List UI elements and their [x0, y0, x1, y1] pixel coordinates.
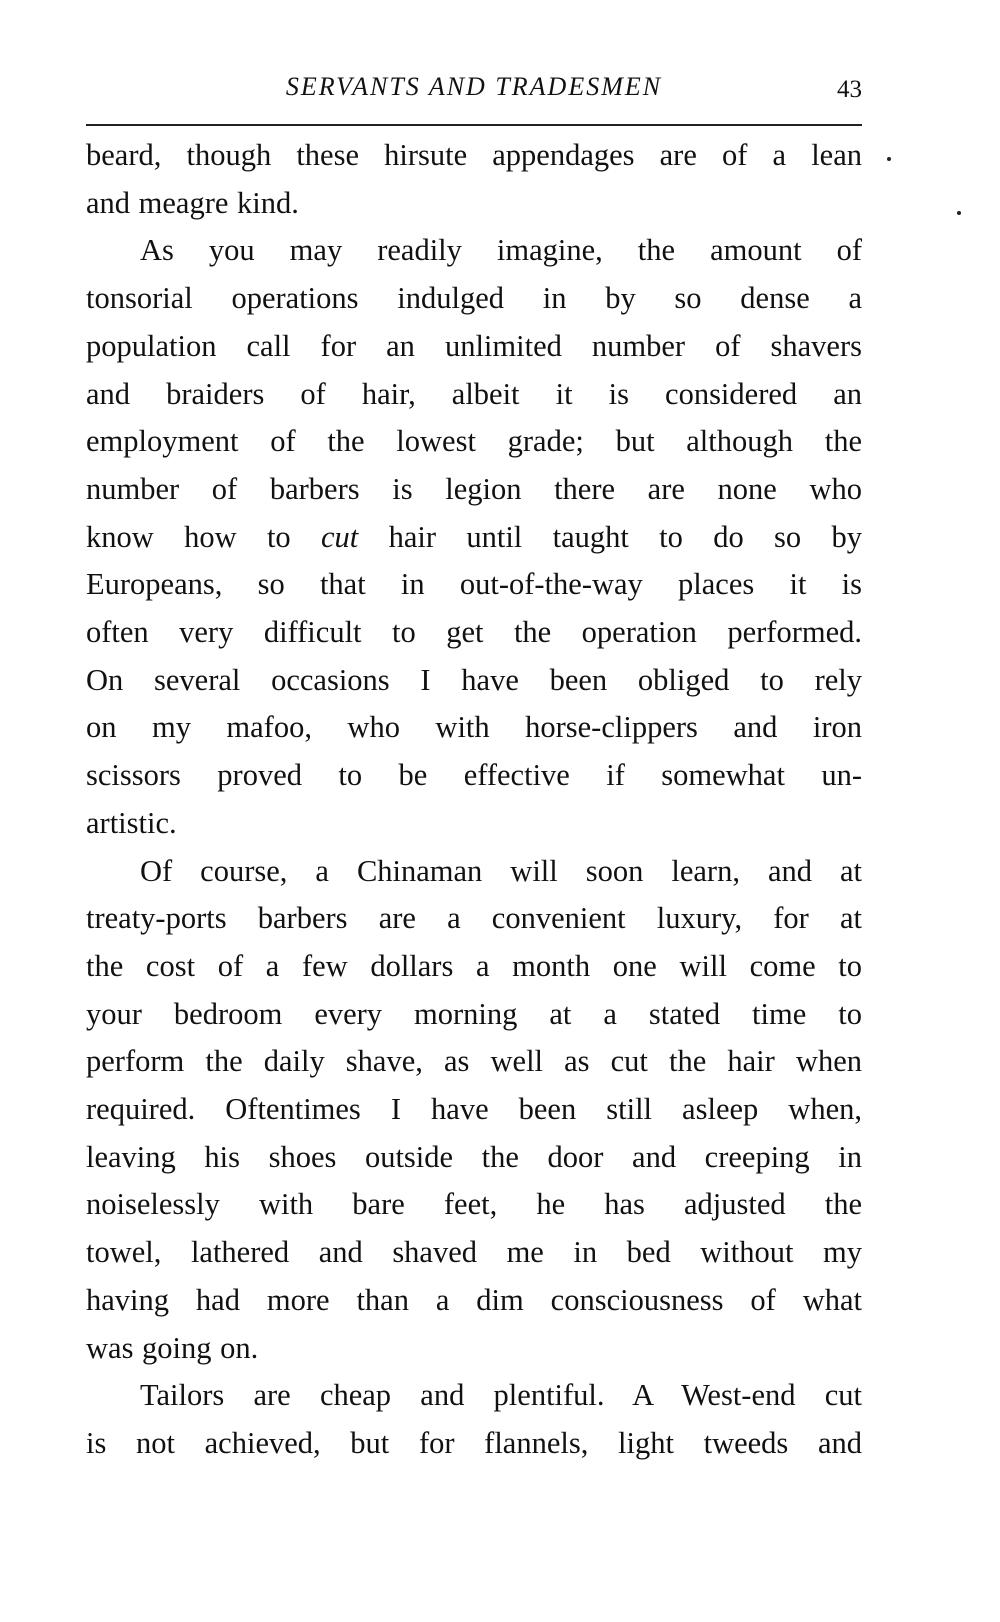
text-line: On several occasions I have been obliged to rely	[86, 662, 862, 697]
text-line: Of course, a Chinaman will soon learn, and at	[140, 853, 862, 888]
text-line: and meagre kind.	[86, 185, 299, 220]
header-rule	[86, 124, 862, 126]
text-line: Europeans, so that in out-of-the-way places it is	[86, 567, 862, 602]
text-line: noiselessly with bare feet, he has adjusted the	[86, 1187, 862, 1222]
print-speck	[887, 157, 891, 161]
text-line: beard, though these hirsute appendages are of a lean	[86, 138, 862, 172]
text-line: often very difficult to get the operation performed.	[86, 615, 862, 650]
text-line: scissors proved to be effective if somewhat un-	[86, 758, 862, 793]
text-line-with-italic	[86, 514, 862, 562]
text-line: your bedroom every morning at a stated time to	[86, 996, 862, 1031]
text-line: population call for an unlimited number of shavers	[86, 328, 862, 363]
paragraph-2	[86, 227, 862, 847]
paragraph-3	[86, 848, 862, 1373]
text-line: number of barbers is legion there are none who	[86, 471, 862, 506]
text-line: having had more than a dim consciousness of what	[86, 1282, 862, 1317]
text-line: required. Oftentimes I have been still asleep when,	[86, 1092, 862, 1127]
page-header	[86, 72, 862, 112]
text-line: Tailors are cheap and plentiful. A West-end cut	[140, 1378, 862, 1413]
text-line: treaty-ports barbers are a convenient luxury, for at	[86, 901, 862, 936]
text-line: As you may readily imagine, the amount of	[140, 233, 862, 268]
text-line: the cost of a few dollars a month one will come to	[86, 948, 862, 983]
running-title: SERVANTS AND TRADESMEN	[285, 72, 663, 101]
text-line: perform the daily shave, as well as cut the hair when	[86, 1044, 862, 1079]
text-line: was going on.	[86, 1330, 259, 1365]
page-number: 43	[837, 76, 862, 103]
text-segment: know how to	[86, 519, 291, 554]
text-line: artistic.	[86, 805, 177, 840]
paragraph-1	[86, 132, 862, 227]
page-body	[86, 132, 862, 1468]
text-line: tonsorial operations indulged in by so dense a	[86, 281, 862, 316]
text-line: is not achieved, but for flannels, light tweeds and	[86, 1425, 862, 1460]
text-line: leaving his shoes outside the door and creeping in	[86, 1139, 862, 1174]
print-speck	[957, 211, 961, 215]
paragraph-4	[86, 1372, 862, 1467]
text-line: towel, lathered and shaved me in bed without my	[86, 1235, 862, 1270]
text-segment: hair until taught to do so by	[388, 519, 862, 554]
text-line: on my mafoo, who with horse-clippers and iron	[86, 710, 862, 745]
italic-word: cut	[321, 519, 359, 554]
text-line: and braiders of hair, albeit it is considered an	[86, 376, 862, 411]
text-line: employment of the lowest grade; but although the	[86, 424, 862, 459]
